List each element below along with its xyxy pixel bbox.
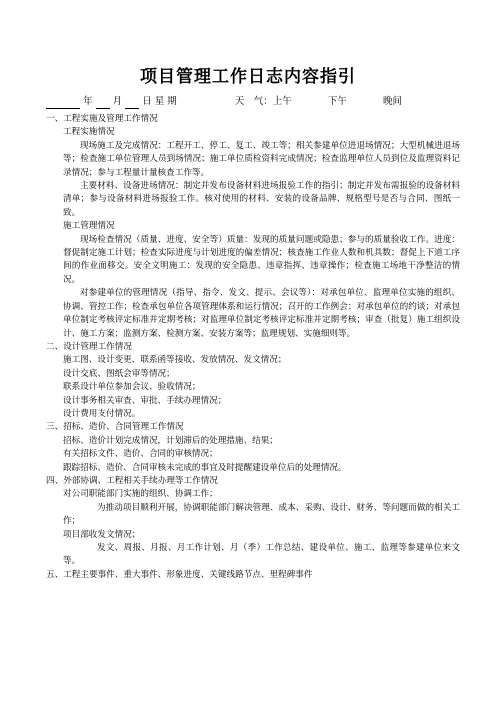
month-blank[interactable] — [96, 97, 110, 109]
section-5-heading: 五、工程主要事件、重大事件、形象进度、关键线路节点、里程碑事件 — [46, 569, 313, 580]
section-2-item: 设计交底、图纸会审等情况； — [63, 368, 175, 379]
section-1-heading: 一、工程实施及管理工作情况 — [46, 114, 158, 124]
section-2-item: 联系设计单位参加会议、验收情况； — [63, 382, 201, 393]
section-1-sub-construction: 工程实施情况 — [63, 127, 115, 138]
section-2-item: 设计事务相关审查、审批、手续办理情况； — [63, 395, 227, 406]
weather-evening-label: 晚间 — [382, 96, 402, 107]
section-1-paragraph-materials: 主要材料、设备进场情况：制定并发布设备材料进场报验工作的指引；制定并发布需报验的设备材料清单；参与设备材料进场报验工作。核对使用的材料、安装的设备品牌、规格型号是否与合同、图纸一致。 — [63, 181, 460, 218]
document-body — [46, 113, 460, 582]
section-4-paragraph-coordination: 为推动项目顺利开展，协调职能部门解决管理、成本、采购、设计、财务、等问题而做的相关工作； — [63, 502, 460, 527]
date-weather-line — [46, 95, 466, 109]
section-3-item: 招标、造价计划完成情况，计划滞后的处理措施、结果； — [63, 435, 278, 446]
section-4-paragraph-documents: 发文、周报、月报、月工作计划、月（季）工作总结、建设单位、施工、监理等参建单位来文等。 — [63, 543, 460, 567]
section-1-paragraph-site: 现场施工及完成情况：工程开工、停工、复工、竣工等；相关参建单位进退场情况；大型机械进退场等；检查施工单位管理人员到场情况；施工单位质检资料完成情况；检查监理单位人员到位及监理资料记录情况；参与工程量计量核查工作等。 — [63, 140, 460, 178]
section-2-item: 施工图、设计变更、联系函等接收、发放情况、发文情况； — [63, 355, 287, 366]
section-4-sub-documents: 项目部收发文情况； — [63, 529, 141, 540]
day-weekday-label: 日 星 期 — [142, 96, 177, 107]
day-blank[interactable] — [125, 97, 139, 109]
weather-afternoon-label: 下午 — [327, 96, 347, 107]
month-label: 月 — [112, 96, 123, 107]
year-blank[interactable] — [46, 97, 80, 109]
section-4-sub-coordination: 对公司职能部门实施的组织、协调工作； — [63, 489, 218, 500]
section-2-item: 设计费用支付情况。 — [63, 408, 141, 419]
section-4-heading: 四、外部协调、工程相关手续办理等工作情况 — [46, 475, 218, 486]
section-2-heading: 二、设计管理工作情况 — [46, 341, 132, 352]
weather-morning-label: 天 气：上午 — [234, 96, 292, 107]
section-3-heading: 三、招标、造价、合同管理工作情况 — [46, 422, 184, 433]
document-title: 项目管理工作日志内容指引 — [140, 67, 356, 87]
year-label: 年 — [83, 96, 93, 107]
section-1-sub-management: 施工管理情况 — [63, 221, 115, 232]
section-1-paragraph-parties: 对参建单位的管理情况（指导、指令、发文、提示、会议等）：对承包单位、监理单位实施的组织、协调、管控工作；检查承包单位各项管理体系和运行情况；召开的工作例会；对承包单位的约谈；对承包单位制定考核评定标准并定期考核；对监理单位制定考核评定标准并定期考核；审查（批复）施工组织设计、施工方案；监测方案、检测方案、安装方案等；监理规划、实施细则等。 — [63, 288, 460, 339]
section-1-paragraph-inspection: 现场检查情况（质量、进度、安全等）质量：发现的质量问题或隐患；参与的质量验收工作。进度：督促制定施工计划；检查实际进度与计划进度的偏差情况；核查施工作业人数和机具数；督促上下道工序间的作业面移交。安全文明施工：发现的安全隐患、违章指挥、违章操作；检查施工场地干净整洁的情况。 — [63, 234, 460, 285]
section-3-item: 有关招标文件、造价、合同的审核情况； — [63, 449, 218, 460]
section-3-item: 跟踪招标、造价、合同审核未完成的事宜及时提醒建设单位后的处理情况。 — [63, 462, 347, 473]
